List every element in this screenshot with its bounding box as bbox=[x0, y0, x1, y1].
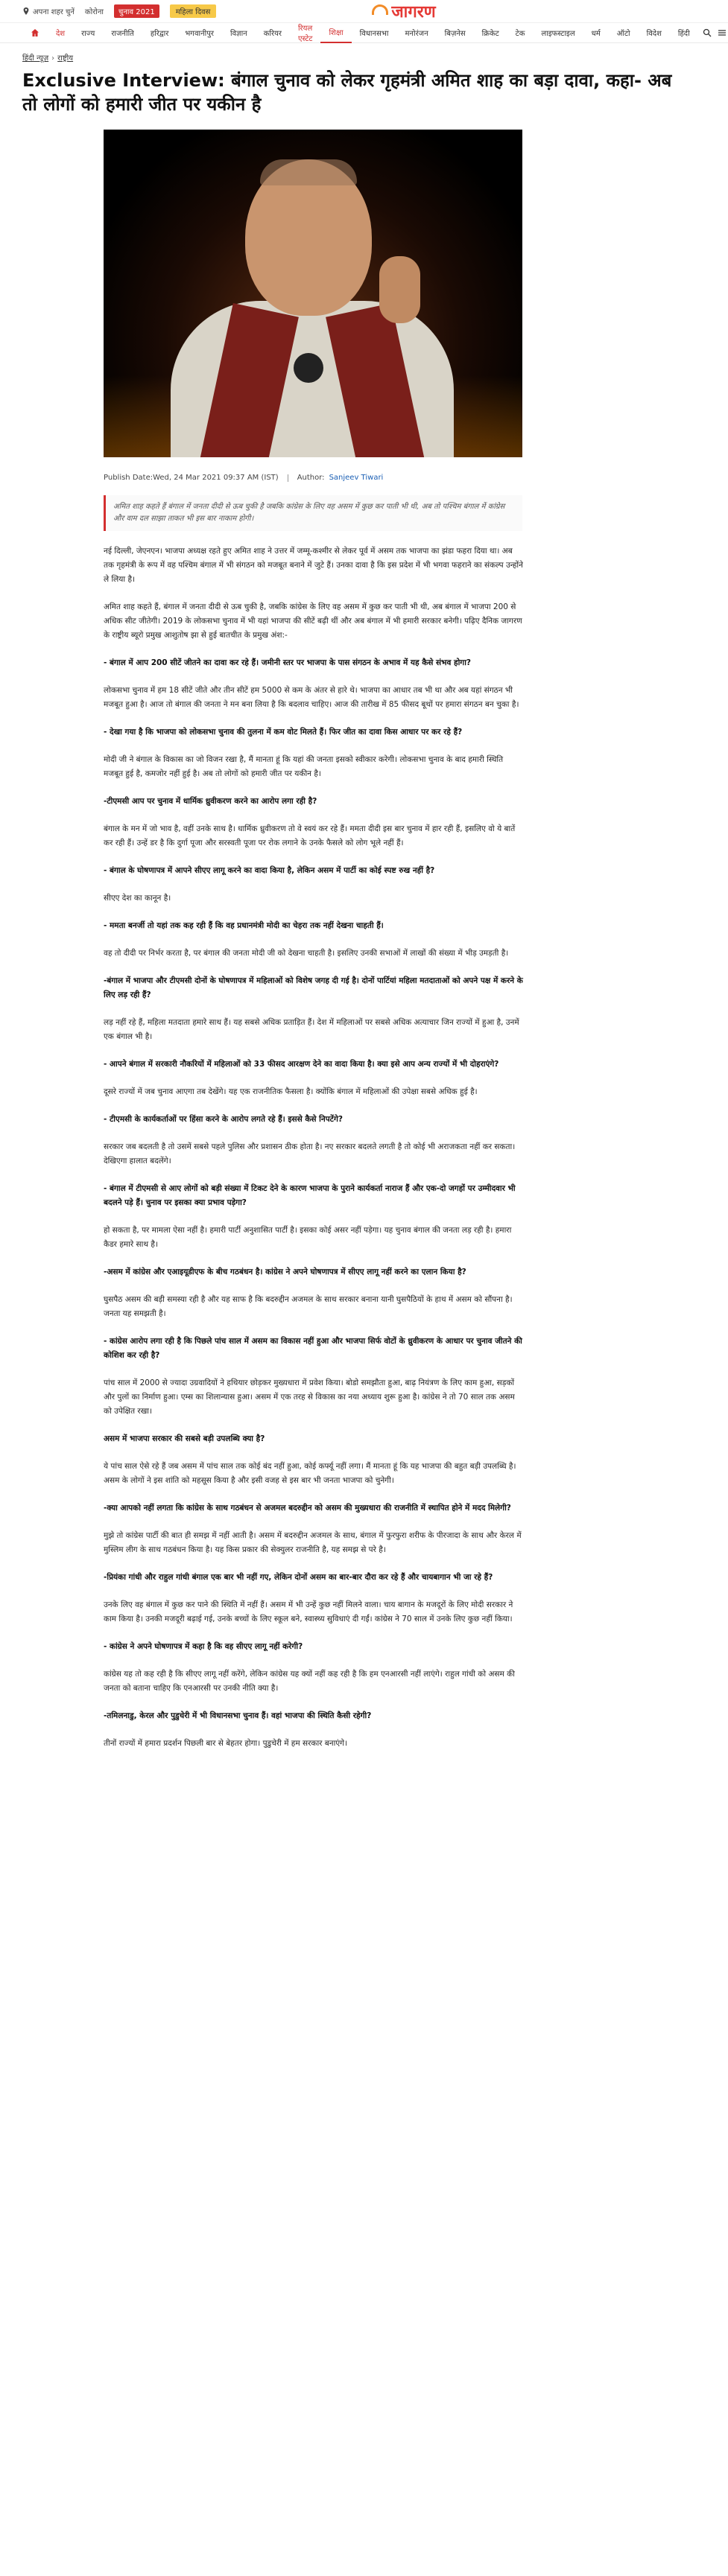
location-label: अपना शहर चुनें bbox=[33, 8, 75, 16]
publish-date: Publish Date:Wed, 24 Mar 2021 09:37 AM (IST) bbox=[104, 474, 279, 482]
article-paragraph: लड़ नहीं रहे हैं, महिला मतदाता हमारे साथ हैं। यह सबसे अधिक प्रताड़ित हैं। देश में महिलाओं पर सबसे अधिक अत्याचार जिन राज्यों में हुआ है, उनमें एक बंगाल भी है। bbox=[104, 1018, 519, 1041]
image-caption: अमित शाह कहते हैं बंगाल में जनता दीदी से ऊब चुकी है जबकि कांग्रेस के लिए वह असम में कुछ कर पाती भी थी, अब तो पश्चिम बंगाल में कांग्रेस और वाम दल साझा ताकत भी इस बार नाकाम होगी। bbox=[104, 495, 522, 531]
nav-more bbox=[703, 28, 727, 37]
logo-text: जागरण bbox=[391, 3, 436, 22]
interview-question: -क्या आपको नहीं लगता कि कांग्रेस के साथ गठबंधन से अजमल बदरुद्दीन को असम की मुख्यधारा की राजनीति में स्थापित होने में मदद मिलेगी? bbox=[104, 1504, 511, 1513]
menu-icon[interactable] bbox=[718, 28, 727, 37]
article-paragraph: वह तो दीदी पर निर्भर करता है, पर बंगाल की जनता मोदी जी को देखना चाहती है। इसलिए उनकी सभाओं में लाखों की संख्या में भीड़ उमड़ती है। bbox=[104, 949, 509, 958]
article-paragraph: मुझे तो कांग्रेस पार्टी की बात ही समझ में नहीं आती है। असम में बदरुद्दीन अजमल के साथ, बंगाल में फुरफुरा शरीफ के पीरजादा के साथ और केरल में मुस्लिम लीग के साथ गठबंधन किया है। यह किस प्रकार की सेक्युलर राजनीति है, यह समझ से परे है। bbox=[104, 1531, 522, 1554]
breadcrumb bbox=[0, 43, 728, 63]
article-paragraph: कांग्रेस यह तो कह रही है कि सीएए लागू नहीं करेंगे, लेकिन कांग्रेस यह क्यों नहीं कह रही है कि हम एनआरसी नहीं लाएंगे। राहुल गांधी को असम की जनता को बताना चाहिए कि एनआरसी पर उनकी नीति क्या है। bbox=[104, 1670, 515, 1693]
article-paragraph: नई दिल्ली, जेएनएन। भाजपा अध्यक्ष रहते हुए अमित शाह ने उत्तर में जम्मू-कश्मीर से लेकर पूर्व में असम तक भाजपा का झंडा फहरा दिया था। अब तक गृहमंत्री के रूप में वह पश्चिम बंगाल में भी संगठन को मजबूत बनाने में जुटे हैं। उनका दावा है कि इस प्रदेश में भी भगवा फहराने का संकल्प उन्होंने ले लिया है। bbox=[104, 547, 523, 584]
author-link[interactable]: Sanjeev Tiwari bbox=[329, 474, 384, 482]
breadcrumb-section[interactable]: राष्ट्रीय bbox=[57, 54, 74, 63]
nav-item-manoranjan[interactable]: मनोरंजन bbox=[405, 30, 428, 38]
article-paragraph: सीएए देश का कानून है। bbox=[104, 894, 171, 903]
nav-item-videsh[interactable]: विदेश bbox=[646, 30, 662, 38]
interview-question: - कांग्रेस ने अपने घोषणापत्र में कहा है कि वह सीएए लागू नहीं करेगी? bbox=[104, 1642, 303, 1651]
article-paragraph: ये पांच साल ऐसे रहे हैं जब असम में पांच साल तक कोई बंद नहीं हुआ, कोई कर्फ्यू नहीं लगा। मैं मानता हूं कि यह भाजपा की बहुत बड़ी उपलब्धि है। असम के लोगों ने इस शांति को महसूस किया है और इसी वजह से इस बार भी जनता भाजपा को चुनेगी। bbox=[104, 1462, 516, 1485]
article-paragraph: बंगाल के मन में जो भाव है, वहीं उनके साथ है। धार्मिक ध्रुवीकरण तो वे स्वयं कर रहे हैं। ममता दीदी इस बार चुनाव में हार रही हैं, इसलिए वो ये बातें कर रही हैं। उन्हें डर है कि दुर्गा पूजा और सरस्वती पूजा पर रोक लगाने के उनके फैसले को लोग भूले नहीं हैं। bbox=[104, 824, 516, 847]
womens-day-badge[interactable]: महिला दिवस bbox=[170, 4, 217, 18]
top-bar bbox=[0, 0, 728, 22]
interview-question: -तमिलनाडु, केरल और पुडुचेरी में भी विधानसभा चुनाव हैं। वहां भाजपा की स्थिति कैसी रहेगी? bbox=[104, 1711, 372, 1720]
nav-item-career[interactable]: करियर bbox=[263, 30, 282, 38]
home-icon[interactable] bbox=[22, 22, 48, 43]
interview-question: - बंगाल में आप 200 सीटें जीतने का दावा कर रहे हैं। जमीनी स्तर पर भाजपा के पास संगठन के अभाव में यह कैसे संभव होगा? bbox=[104, 658, 472, 667]
hero-image bbox=[104, 130, 522, 457]
article-paragraph: अमित शाह कहते हैं, बंगाल में जनता दीदी से ऊब चुकी है, जबकि कांग्रेस के लिए वह असम में कुछ कर पाती भी थी, अब बंगाल में भाजपा 200 से अधिक सीट जीतेगी। 2019 के लोकसभा चुनाव में भी यहां भाजपा की सीटें बढ़ी थीं और अब बंगाल में भी हमारी सरकार बनेगी। पढ़िए दैनिक जागरण के राष्ट्रीय ब्यूरो प्रमुख आशुतोष झा से हुई बातचीत के प्रमुख अंश:- bbox=[104, 602, 522, 640]
location-pin-icon bbox=[22, 7, 30, 15]
election-badge[interactable]: चुनाव 2021 bbox=[114, 4, 159, 18]
article-paragraph: हो सकता है, पर मामला ऐसा नहीं है। हमारी पार्टी अनुशासित पार्टी है। इसका कोई असर नहीं पड़ेगा। यह चुनाव बंगाल की जनता लड़ रही है। हमारा कैडर हमारे साथ है। bbox=[104, 1226, 512, 1249]
nav-item-bhagwanpur[interactable]: भगवानीपुर bbox=[185, 30, 215, 38]
interview-question: -प्रियंका गांधी और राहुल गांधी बंगाल एक बार भी नहीं गए, लेकिन दोनों असम का बार-बार दौरा कर रहे हैं और चायबागान भी जा रहे हैं? bbox=[104, 1573, 493, 1582]
nav-item-dharm[interactable]: धर्म bbox=[591, 30, 601, 38]
nav-item-vidhansabha[interactable]: विधानसभा bbox=[359, 30, 389, 38]
nav-item-lifestyle[interactable]: लाइफस्टाइल bbox=[541, 30, 575, 38]
article-paragraph: तीनों राज्यों में हमारा प्रदर्शन पिछली बार से बेहतर होगा। पुडुचेरी में हम सरकार बनाएंगे। bbox=[104, 1739, 348, 1748]
corona-link[interactable]: कोरोना bbox=[84, 8, 104, 16]
nav-item-haridwar[interactable]: हरिद्वार bbox=[150, 30, 169, 38]
article-paragraph: मोदी जी ने बंगाल के विकास का जो विजन रखा है, मैं मानता हूं कि यहां की जनता इसको स्वीकार करेगी। लोकसभा चुनाव के बाद हमारी स्थिति मजबूत हुई है, कमजोर नहीं हुई है। अब तो लोगों को हमारी जीत पर यकीन है। bbox=[104, 755, 504, 778]
article-title: Exclusive Interview: बंगाल चुनाव को लेकर गृहमंत्री अमित शाह का बड़ा दावा, कहा- अब तो लोगों को हमारी जीत पर यकीन है bbox=[22, 70, 672, 115]
nav-item-auto[interactable]: ऑटो bbox=[616, 30, 630, 38]
location-selector[interactable] bbox=[22, 6, 75, 16]
nav-item-cricket[interactable]: क्रिकेट bbox=[481, 30, 499, 38]
logo-sun-icon bbox=[372, 4, 388, 15]
article-paragraph: पांच साल में 2000 से ज्यादा उग्रवादियों ने हथियार छोड़कर मुख्यधारा में प्रवेश किया। बोडो समझौता हुआ, बाढ़ नियंत्रण के लिए काम हुआ, सड़कों और पुलों का निर्माण हुआ। एम्स का शिलान्यास हुआ। असम में एक तरह से विकास का नया अध्याय शुरू हुआ है। कांग्रेस ने तो 70 साल तक असम को उपेक्षित रखा। bbox=[104, 1378, 515, 1416]
main-nav bbox=[0, 22, 728, 43]
nav-item-rajya[interactable]: राज्य bbox=[81, 30, 95, 38]
interview-question: - बंगाल में टीएमसी से आए लोगों को बड़ी संख्या में टिकट देने के कारण भाजपा के पुराने कार्यकर्ता नाराज हैं और एक-दो जगहों पर उम्मीदवार भी बदलने पड़े हैं। चुनाव पर इसका क्या प्रभाव पड़ेगा? bbox=[104, 1184, 516, 1207]
interview-question: - आपने बंगाल में सरकारी नौकरियों में महिलाओं को 33 फीसद आरक्षण देने का वादा किया है। क्या इसे आप अन्य राज्यों में भी दोहराएंगे? bbox=[104, 1060, 499, 1069]
interview-question: -असम में कांग्रेस और एआइयूडीएफ के बीच गठबंधन है। कांग्रेस ने अपने घोषणापत्र में सीएए लागू नहीं करने का एलान किया है? bbox=[104, 1268, 466, 1276]
article-meta bbox=[104, 474, 728, 482]
article-paragraph: घुसपैठ असम की बड़ी समस्या रही है और यह साफ है कि बदरुद्दीन अजमल के साथ सरकार बनाना यानी घुसपैठियों के हाथ में असम को सौंपना है। जनता यह समझती है। bbox=[104, 1295, 513, 1318]
site-logo[interactable] bbox=[372, 0, 435, 22]
nav-item-business[interactable]: बिज़नेस bbox=[444, 30, 466, 38]
interview-question: - ममता बनर्जी तो यहां तक कह रही हैं कि वह प्रधानमंत्री मोदी का चेहरा तक नहीं देखना चाहती हैं। bbox=[104, 921, 384, 930]
search-icon[interactable] bbox=[703, 28, 712, 37]
interview-question: - देखा गया है कि भाजपा को लोकसभा चुनाव की तुलना में कम वोट मिलते हैं। फिर जीत का दावा किस आधार पर कर रहे हैं? bbox=[104, 728, 463, 737]
interview-question: - बंगाल के घोषणापत्र में आपने सीएए लागू करने का वादा किया है, लेकिन असम में पार्टी का कोई स्पष्ट रुख नहीं है? bbox=[104, 866, 435, 875]
nav-item-shiksha[interactable]: शिक्षा bbox=[320, 22, 351, 43]
article-paragraph: उनके लिए वह बंगाल में कुछ कर पाने की स्थिति में नहीं हैं। असम में भी उन्हें कुछ नहीं मिलने वाला। चाय बागान के मजदूरों के लिए मोदी सरकार ने काम किया है। उनकी मजदूरी बढ़ाई गई, उनके बच्चों के लिए स्कूल बने, स्वास्थ्य सुविधाएं दी गईं। कांग्रेस ने 70 साल में उनके लिए कुछ नहीं किया। bbox=[104, 1600, 513, 1623]
interview-question: - टीएमसी के कार्यकर्ताओं पर हिंसा करने के आरोप लगते रहे हैं। इससे कैसे निपटेंगे? bbox=[104, 1115, 343, 1124]
nav-item-desh[interactable]: देश bbox=[56, 30, 66, 38]
nav-item-hindi[interactable]: हिंदी bbox=[677, 30, 690, 38]
interview-question: -टीएमसी आप पर चुनाव में धार्मिक ध्रुवीकरण करने का आरोप लगा रही है? bbox=[104, 797, 317, 806]
nav-item-real-estate[interactable]: रियल एस्टेट bbox=[297, 25, 313, 43]
article-paragraph: सरकार जब बदलती है तो उसमें सबसे पहले पुलिस और प्रशासन ठीक होता है। नए सरकार बदलते लगती है तो कोई भी अराजकता नहीं कर सकता। देखिएगा हालात बदलेंगे। bbox=[104, 1142, 516, 1165]
nav-item-tech[interactable]: टेक bbox=[515, 30, 525, 38]
nav-item-rajniti[interactable]: राजनीति bbox=[111, 30, 134, 38]
interview-question: - कांग्रेस आरोप लगा रही है कि पिछले पांच साल में असम का विकास नहीं हुआ और भाजपा सिर्फ वोटों के ध्रुवीकरण के आधार पर चुनाव जीतने की कोशिश कर रही है? bbox=[104, 1337, 522, 1360]
interview-question: -बंगाल में भाजपा और टीएमसी दोनों के घोषणापत्र में महिलाओं को विशेष जगह दी गई है। दोनों पार्टियां महिला मतदाताओं को अपने पक्ष में करने के लिए लड़ रही हैं? bbox=[104, 976, 523, 999]
breadcrumb-home[interactable]: हिंदी न्यूज़ bbox=[22, 54, 49, 63]
article-paragraph: दूसरे राज्यों में जब चुनाव आएगा तब देखेंगे। यह एक राजनीतिक फैसला है। क्योंकि बंगाल में महिलाओं की उपेक्षा सबसे अधिक हुई है। bbox=[104, 1087, 478, 1096]
article-paragraph: लोकसभा चुनाव में हम 18 सीटें जीते और तीन सीटें हम 5000 से कम के अंतर से हारे थे। भाजपा का आधार तब भी था और अब यहां संगठन भी मजबूत हुआ है। आज तो बंगाल की जनता ने मन बना लिया है कि बदलाव चाहिए। आज की तारीख में 85 फीसद बूथों पर हमारा संगठन बन चुका है। bbox=[104, 686, 519, 709]
interview-question: असम में भाजपा सरकार की सबसे बड़ी उपलब्धि क्या है? bbox=[104, 1434, 265, 1443]
breadcrumb-separator: › bbox=[51, 54, 55, 63]
article-body bbox=[104, 544, 525, 1751]
author-label: Author: bbox=[297, 474, 325, 482]
nav-item-vigyan[interactable]: विज्ञान bbox=[230, 30, 247, 38]
